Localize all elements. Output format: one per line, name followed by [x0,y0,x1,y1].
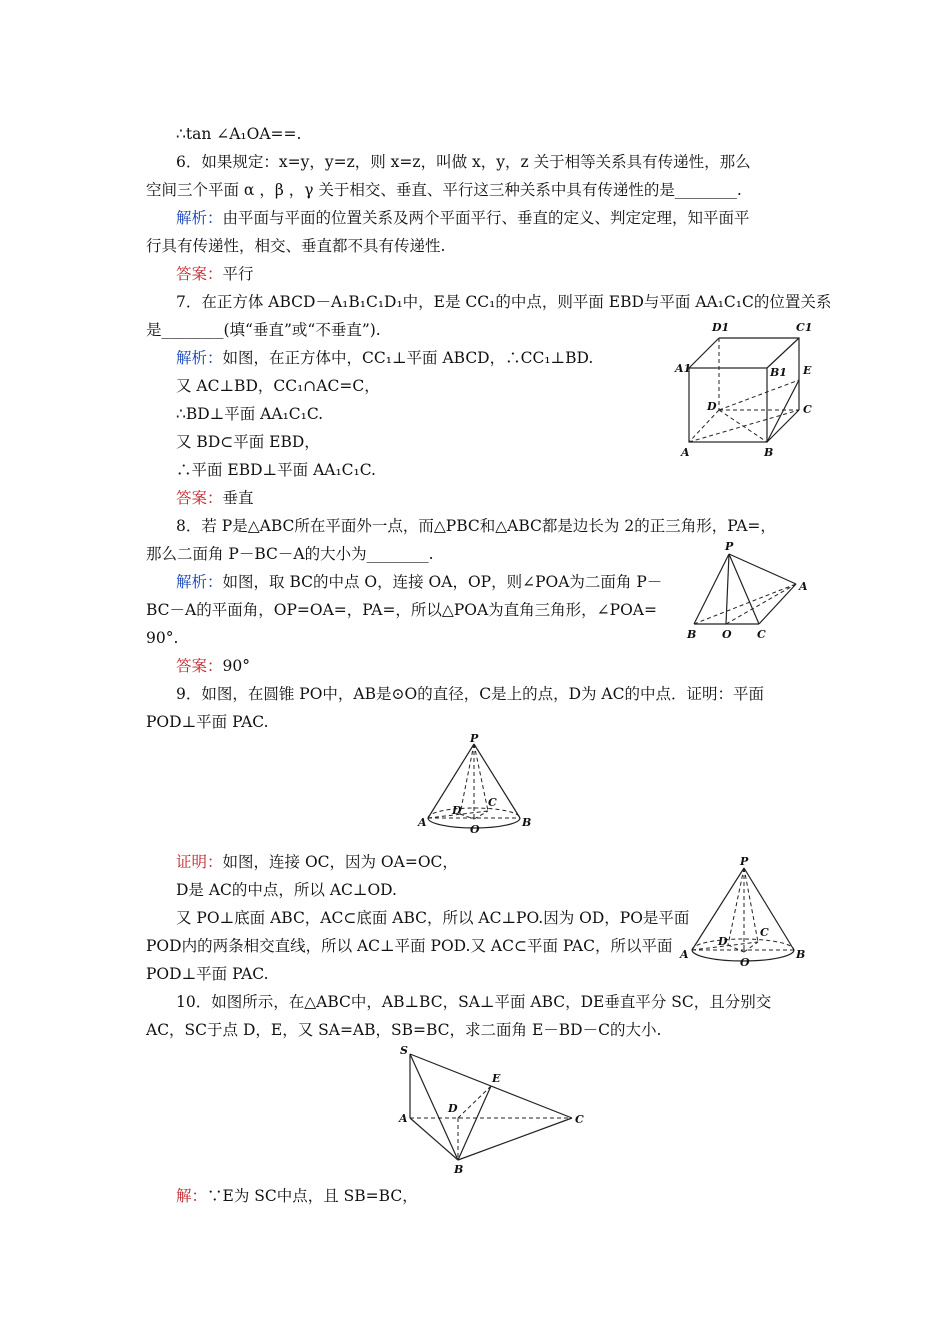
cube-label: B1 [770,366,787,379]
cube-figure [672,316,822,464]
cone-label: P [470,732,479,745]
text-line: ∴平面 EBD⊥平面 AA₁C₁C. [176,461,376,479]
cone-label: A [418,816,427,829]
tetra-label: A [799,580,808,593]
cone-figure [678,854,810,970]
cube-label: D1 [712,321,730,334]
pyramid-label: D [448,1102,458,1115]
cone-label: B [796,948,806,961]
cube-label: D [707,400,717,413]
text-line: 证明：如图，连接 OC，因为 OA=OC， [176,853,458,871]
text-line: 9．如图，在圆锥 PO中，AB是⊙O的直径，C是上的点，D为 AC的中点．证明：平面 [176,685,764,703]
cube-label: E [803,364,812,377]
cone-label: B [522,816,532,829]
cube-label: C1 [796,321,813,334]
text-line: AC，SC于点 D，E，又 SA=AB，SB=BC，求二面角 E－BD－C的大小. [146,1021,662,1039]
analysis-label: 解析： [176,573,223,591]
cone-label: A [680,948,689,961]
answer-label: 答案： [176,657,223,675]
text-line: 90°. [146,629,179,647]
cone-label: D [452,804,462,817]
cone-label: O [470,823,480,836]
analysis-label: 解析： [176,349,223,367]
text-line: 解析：由平面与平面的位置关系及两个平面平行、垂直的定义、判定定理，知平面平 [176,209,750,227]
cube-label: C [803,403,812,416]
text-line: 又 AC⊥BD，CC₁∩AC=C， [176,377,380,395]
text-line: 解析：如图，取 BC的中点 O，连接 OA，OP，则∠POA为二面角 P－ [176,573,663,591]
cone-label: O [740,956,750,969]
cone-label: C [488,796,497,809]
answer-label: 答案： [176,265,223,283]
text-line: POD内的两条相交直线，所以 AC⊥平面 POD.又 AC⊂平面 PAC，所以平面 [146,937,673,955]
text-line: ∴tan ∠A₁OA==. [176,125,302,143]
tetra-label: O [722,628,732,641]
text-line: 又 BD⊂平面 EBD， [176,433,320,451]
cube-label: B [764,446,774,459]
cone-label: C [760,926,769,939]
pyramid-label: S [400,1044,408,1057]
tetra-label: C [757,628,766,641]
pyramid-label: B [454,1163,464,1176]
text-line: 解：∵E为 SC中点，且 SB=BC， [176,1187,418,1205]
text-line: 6．如果规定：x=y，y=z，则 x=z，叫做 x，y，z 关于相等关系具有传递性，那么 [176,153,751,171]
text-line: BC－A的平面角，OP=OA=，PA=，所以△POA为直角三角形，∠POA= [146,601,657,619]
pyramid-label: E [492,1072,501,1085]
solution-label: 解： [176,1187,208,1205]
cone-label: P [740,855,749,868]
cube-label: A1 [675,362,692,375]
cone-figure [414,732,538,838]
text-line: D是 AC的中点，所以 AC⊥OD. [176,881,397,899]
analysis-label: 解析： [176,209,223,227]
tetrahedron-figure [684,540,814,642]
text-line: 解析：如图，在正方体中，CC₁⊥平面 ABCD，∴CC₁⊥BD. [176,349,594,367]
text-line: 是________(填“垂直”或“不垂直”). [146,321,381,339]
cube-label: A [681,446,690,459]
answer-label: 答案： [176,489,223,507]
pyramid-label: C [575,1113,584,1126]
text-line: 又 PO⊥底面 ABC，AC⊂底面 ABC，所以 AC⊥PO.因为 OD，PO是平面 [176,909,690,927]
text-line: 答案：90° [176,657,250,675]
text-line: 空间三个平面 α ，β ，γ 关于相交、垂直、平行这三种关系中具有传递性的是________. [146,181,742,199]
pyramid-label: A [399,1112,408,1125]
pyramid-figure [396,1044,592,1176]
text-line: 答案：平行 [176,265,254,283]
text-line: 那么二面角 P－BC－A的大小为________. [146,545,434,563]
tetra-label: P [725,540,734,553]
text-line: POD⊥平面 PAC. [146,713,269,731]
tetra-label: B [687,628,697,641]
text-line: POD⊥平面 PAC. [146,965,269,983]
text-line: 10．如图所示，在△ABC中，AB⊥BC，SA⊥平面 ABC，DE垂直平分 SC，且分别交 [176,993,772,1011]
proof-label: 证明： [176,853,223,871]
text-line: 行具有传递性，相交、垂直都不具有传递性. [146,237,446,255]
text-line: 7．在正方体 ABCD－A₁B₁C₁D₁中，E是 CC₁的中点，则平面 EBD与平面 AA₁C₁C的位置关系 [176,293,832,311]
text-line: 8．若 P是△ABC所在平面外一点，而△PBC和△ABC都是边长为 2的正三角形，PA=， [176,517,776,535]
text-line: ∴BD⊥平面 AA₁C₁C. [176,405,324,423]
text-line: 答案：垂直 [176,489,254,507]
cone-label: D [718,935,728,948]
